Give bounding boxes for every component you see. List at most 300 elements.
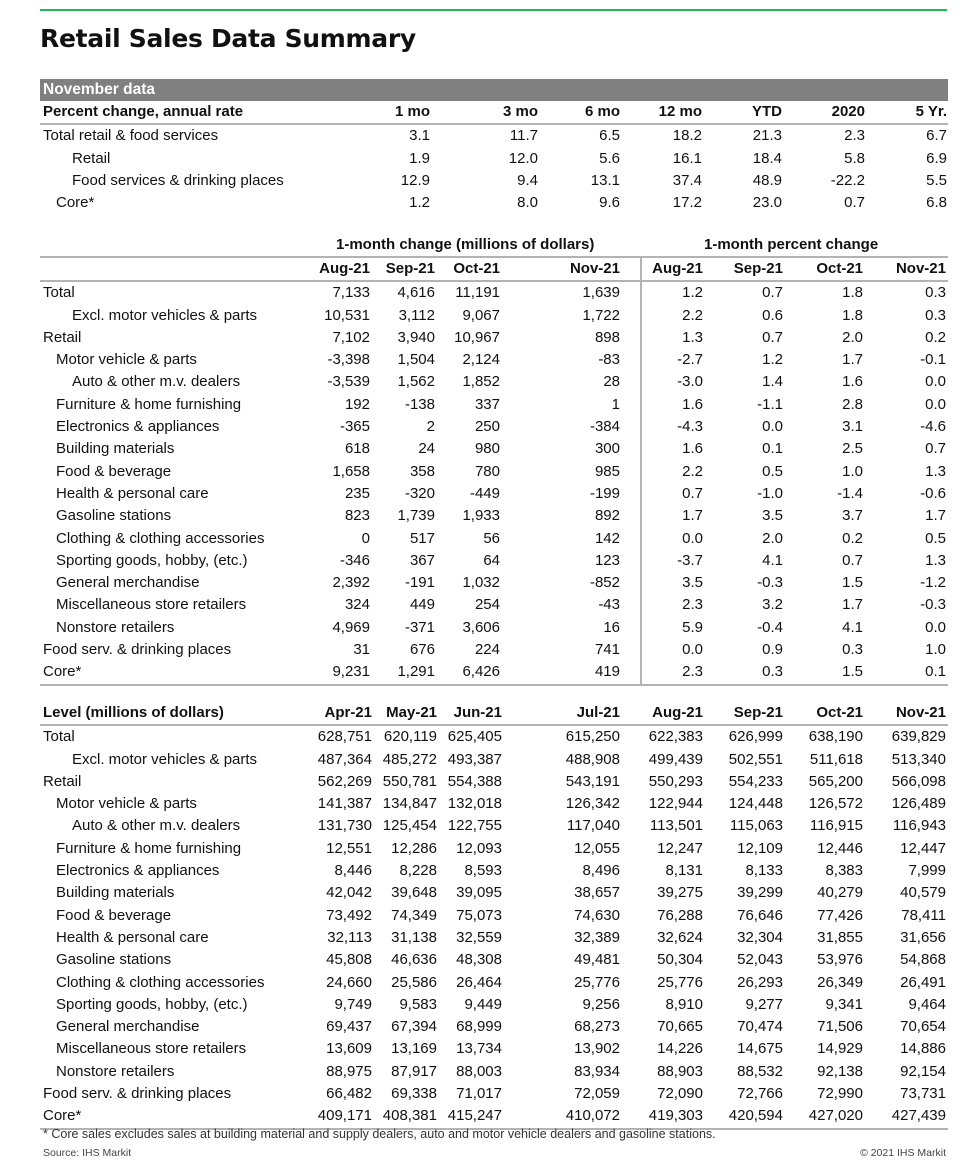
november-data-table	[40, 79, 948, 214]
cell-value: 83,934	[574, 1062, 620, 1080]
row-label: Health & personal care	[56, 928, 209, 946]
cell-value: 26,464	[456, 973, 502, 991]
cell-value: 487,364	[317, 750, 372, 768]
column-header: Apr-21	[324, 704, 372, 721]
cell-value: 550,781	[382, 772, 437, 790]
cell-value: 1,639	[582, 284, 620, 302]
cell-value: 88,975	[326, 1062, 372, 1080]
column-header: Sep-21	[385, 260, 435, 277]
cell-value: 499,439	[648, 750, 703, 768]
cell-value: 18.2	[672, 127, 702, 145]
cell-value: 4.1	[842, 618, 863, 636]
row-label: Food serv. & drinking places	[43, 641, 232, 659]
cell-value: 337	[474, 395, 500, 413]
cell-value: 565,200	[808, 772, 863, 790]
cell-value: 1.0	[842, 462, 863, 480]
table-row	[40, 882, 948, 904]
cell-value: -0.4	[757, 618, 783, 636]
cell-value: 88,003	[456, 1062, 502, 1080]
table-row	[40, 771, 948, 793]
cell-value: -3,398	[327, 351, 370, 369]
cell-value: 3.2	[762, 596, 783, 614]
row-label: Health & personal care	[56, 484, 209, 502]
cell-value: 409,171	[317, 1107, 372, 1125]
row-label: Gasoline stations	[56, 507, 172, 525]
table-row	[40, 550, 948, 572]
cell-value: 39,275	[657, 884, 703, 902]
cell-value: 1.8	[842, 284, 863, 302]
cell-value: 1.0	[925, 641, 946, 659]
cell-value: 48,308	[456, 951, 502, 969]
cell-value: 0.6	[762, 306, 783, 324]
cell-value: 1.6	[842, 373, 863, 391]
cell-value: 0.0	[925, 395, 946, 413]
cell-value: 0.3	[925, 284, 946, 302]
cell-value: 502,551	[728, 750, 783, 768]
row-label: Auto & other m.v. dealers	[72, 373, 241, 391]
table-row	[40, 282, 948, 304]
row-label: Retail	[43, 772, 82, 790]
cell-value: 6,426	[462, 663, 500, 681]
footnote: * Core sales excludes sales at building material and supply dealers, auto and motor vehicle dealers and gasoline stations.	[43, 1127, 716, 1141]
cell-value: -3,539	[327, 373, 370, 391]
table-row	[40, 793, 948, 815]
cell-value: 410,072	[565, 1107, 620, 1125]
cell-value: 39,095	[456, 884, 502, 902]
cell-value: 566,098	[891, 772, 946, 790]
cell-value: 78,411	[901, 906, 946, 924]
row-label: Building materials	[56, 884, 175, 902]
cell-value: 45,808	[326, 951, 372, 969]
cell-value: 4,616	[397, 284, 435, 302]
cell-value: 4.1	[762, 551, 783, 569]
cell-value: 1,032	[462, 574, 500, 592]
table-row	[40, 749, 948, 771]
cell-value: 2.0	[842, 328, 863, 346]
cell-value: 1.2	[409, 194, 430, 212]
cell-value: 0	[361, 529, 370, 547]
cell-value: 75,073	[456, 906, 502, 924]
cell-value: 9,583	[399, 995, 437, 1013]
column-header: Nov-21	[895, 704, 946, 721]
cell-value: 5.6	[599, 149, 620, 167]
cell-value: 420,594	[728, 1107, 783, 1125]
cell-value: 38,657	[574, 884, 620, 902]
cell-value: 1.4	[762, 373, 783, 391]
cell-value: 70,654	[900, 1018, 946, 1036]
row-label: Food services & drinking places	[72, 171, 284, 189]
cell-value: 8,133	[745, 862, 783, 880]
cell-value: 0.2	[842, 529, 863, 547]
cell-value: 116,943	[892, 817, 946, 835]
column-header: 1 mo	[394, 103, 430, 120]
table-row	[40, 394, 948, 416]
cell-value: 4,969	[332, 618, 370, 636]
cell-value: 32,304	[737, 928, 783, 946]
cell-value: 71,506	[817, 1018, 863, 1036]
cell-value: 26,349	[817, 973, 863, 991]
cell-value: 192	[344, 395, 370, 413]
row-label: Motor vehicle & parts	[56, 351, 197, 369]
cell-value: 31,855	[817, 928, 863, 946]
cell-value: 892	[594, 507, 620, 525]
cell-value: 554,233	[728, 772, 783, 790]
table-row	[40, 438, 948, 460]
table-row	[40, 860, 948, 882]
cell-value: 543,191	[565, 772, 620, 790]
cell-value: 1,291	[397, 663, 435, 681]
cell-value: 0.0	[925, 373, 946, 391]
cell-value: 676	[409, 641, 435, 659]
cell-value: 11,191	[455, 284, 500, 302]
section-band: November data	[40, 79, 948, 101]
cell-value: -346	[339, 551, 370, 569]
cell-value: 115,063	[729, 817, 783, 835]
table-row	[40, 1016, 948, 1038]
cell-value: 419	[594, 663, 620, 681]
table-row	[40, 125, 948, 147]
table-row	[40, 170, 948, 192]
cell-value: 0.7	[925, 440, 946, 458]
row-label: Miscellaneous store retailers	[56, 1040, 247, 1058]
cell-value: 9,749	[334, 995, 372, 1013]
column-header: Aug-21	[319, 260, 370, 277]
cell-value: 235	[344, 484, 370, 502]
cell-value: 14,675	[737, 1040, 783, 1058]
column-header: Sep-21	[733, 260, 783, 277]
cell-value: 8,228	[399, 862, 437, 880]
cell-value: -43	[598, 596, 620, 614]
cell-value: 72,766	[737, 1085, 783, 1103]
cell-value: 48.9	[752, 171, 782, 189]
row-label: Food & beverage	[56, 906, 172, 924]
cell-value: 3.5	[762, 507, 783, 525]
cell-value: -0.6	[920, 484, 946, 502]
cell-value: 39,648	[391, 884, 437, 902]
cell-value: 427,439	[891, 1107, 946, 1125]
row-label: Core*	[43, 1107, 82, 1125]
cell-value: 8,496	[582, 862, 620, 880]
cell-value: 9,449	[464, 995, 502, 1013]
cell-value: 2.3	[682, 663, 703, 681]
cell-value: 11.7	[509, 127, 538, 145]
cell-value: 2	[426, 418, 435, 436]
cell-value: 46,636	[391, 951, 437, 969]
table-row	[40, 483, 948, 505]
cell-value: -83	[598, 351, 620, 369]
cell-value: 0.7	[844, 194, 865, 212]
cell-value: 0.2	[925, 328, 946, 346]
cell-value: 117,040	[566, 817, 620, 835]
cell-value: 9.6	[599, 194, 620, 212]
cell-value: 0.3	[762, 663, 783, 681]
cell-value: 76,288	[657, 906, 703, 924]
cell-value: 77,426	[817, 906, 863, 924]
cell-value: 132,018	[447, 795, 502, 813]
table-row	[40, 905, 948, 927]
cell-value: 1.7	[842, 351, 863, 369]
cell-value: 1.3	[925, 462, 946, 480]
cell-value: 6.5	[599, 127, 620, 145]
cell-value: 0.3	[842, 641, 863, 659]
cell-value: 32,389	[574, 928, 620, 946]
cell-value: 224	[474, 641, 500, 659]
cell-value: 6.8	[926, 194, 947, 212]
cell-value: -0.3	[757, 574, 783, 592]
cell-value: 2.2	[682, 462, 703, 480]
cell-value: 2,392	[332, 574, 370, 592]
cell-value: 50,304	[657, 951, 703, 969]
cell-value: 449	[409, 596, 435, 614]
cell-value: 0.7	[682, 484, 703, 502]
cell-value: 126,489	[891, 795, 946, 813]
cell-value: 1.3	[682, 328, 703, 346]
cell-value: -191	[404, 574, 435, 592]
cell-value: 1,722	[582, 306, 620, 324]
cell-value: 13,734	[456, 1040, 502, 1058]
cell-value: 1.7	[842, 596, 863, 614]
cell-value: 3.1	[409, 127, 430, 145]
cell-value: 12,551	[326, 839, 372, 857]
cell-value: 88,903	[657, 1062, 703, 1080]
cell-value: 16	[603, 618, 620, 636]
cell-value: 1.2	[682, 284, 703, 302]
cell-value: 40,279	[817, 884, 863, 902]
cell-value: 511,618	[809, 750, 863, 768]
table-row	[40, 192, 948, 214]
row-label: Excl. motor vehicles & parts	[72, 750, 258, 768]
cell-value: 14,886	[900, 1040, 946, 1058]
cell-value: 254	[474, 596, 500, 614]
cell-value: 76,646	[737, 906, 783, 924]
row-label: Nonstore retailers	[56, 618, 175, 636]
cell-value: 1.6	[682, 395, 703, 413]
cell-value: 67,394	[391, 1018, 437, 1036]
cell-value: 0.7	[762, 328, 783, 346]
cell-value: 70,474	[737, 1018, 783, 1036]
cell-value: 0.1	[762, 440, 783, 458]
cell-value: 8,446	[334, 862, 372, 880]
table-header-row	[40, 101, 948, 125]
cell-value: 2.8	[842, 395, 863, 413]
table-row	[40, 927, 948, 949]
cell-value: 0.3	[925, 306, 946, 324]
cell-value: 626,999	[728, 728, 783, 746]
cell-value: 124,448	[728, 795, 783, 813]
row-label: Nonstore retailers	[56, 1062, 175, 1080]
cell-value: 12,247	[657, 839, 703, 857]
cell-value: 40,579	[900, 884, 946, 902]
column-header: Aug-21	[652, 260, 703, 277]
table-header-row	[40, 702, 948, 726]
cell-value: 88,532	[737, 1062, 783, 1080]
cell-value: 625,405	[447, 728, 502, 746]
cell-value: 26,491	[900, 973, 946, 991]
cell-value: 126,342	[565, 795, 620, 813]
row-label: Retail	[43, 328, 82, 346]
cell-value: 134,847	[382, 795, 437, 813]
cell-value: 13,902	[574, 1040, 620, 1058]
cell-value: 54,868	[900, 951, 946, 969]
cell-value: 12,093	[456, 839, 502, 857]
cell-value: 131,730	[317, 817, 372, 835]
cell-value: 32,559	[456, 928, 502, 946]
row-label: Gasoline stations	[56, 951, 172, 969]
cell-value: 28	[603, 373, 620, 391]
cell-value: 12,055	[574, 839, 620, 857]
copyright-note: © 2021 IHS Markit	[860, 1147, 946, 1159]
cell-value: 9,256	[582, 995, 620, 1013]
row-label: Total retail & food services	[43, 127, 219, 145]
cell-value: 0.0	[682, 529, 703, 547]
column-header: Oct-21	[816, 260, 863, 277]
cell-value: 16.1	[672, 149, 702, 167]
cell-value: 367	[409, 551, 435, 569]
row-label: Miscellaneous store retailers	[56, 596, 247, 614]
table-row	[40, 416, 948, 438]
cell-value: 5.9	[682, 618, 703, 636]
cell-value: 1.5	[842, 574, 863, 592]
cell-value: -3.0	[677, 373, 703, 391]
row-label: Building materials	[56, 440, 175, 458]
cell-value: 123	[594, 551, 620, 569]
column-divider	[640, 256, 642, 684]
cell-value: 488,908	[565, 750, 620, 768]
table-row	[40, 148, 948, 170]
cell-value: 9,067	[462, 306, 500, 324]
group-title-row	[40, 234, 948, 256]
table-row	[40, 726, 948, 748]
table-row	[40, 327, 948, 349]
cell-value: 12,286	[391, 839, 437, 857]
cell-value: 3.1	[842, 418, 863, 436]
cell-value: 6.9	[926, 149, 947, 167]
cell-value: 2.2	[682, 306, 703, 324]
cell-value: -1.4	[837, 484, 863, 502]
cell-value: 3.7	[842, 507, 863, 525]
cell-value: 780	[474, 462, 500, 480]
cell-value: 980	[474, 440, 500, 458]
cell-value: 56	[483, 529, 500, 547]
cell-value: 12.0	[508, 149, 538, 167]
cell-value: 25,776	[574, 973, 620, 991]
cell-value: 5.5	[926, 171, 947, 189]
cell-value: -371	[404, 618, 435, 636]
cell-value: -0.1	[920, 351, 946, 369]
cell-value: 92,154	[900, 1062, 946, 1080]
column-header: Jul-21	[576, 704, 620, 721]
cell-value: -449	[469, 484, 500, 502]
row-label: Sporting goods, hobby, (etc.)	[56, 551, 248, 569]
cell-value: -2.7	[677, 351, 703, 369]
cell-value: 64	[483, 551, 500, 569]
cell-value: 7,133	[332, 284, 370, 302]
cell-value: 73,492	[326, 906, 372, 924]
cell-value: 3,606	[462, 618, 500, 636]
cell-value: 485,272	[382, 750, 437, 768]
cell-value: 408,381	[382, 1107, 437, 1125]
cell-value: 2.0	[762, 529, 783, 547]
cell-value: 2.3	[844, 127, 865, 145]
cell-value: 13,609	[326, 1040, 372, 1058]
cell-value: 12,447	[900, 839, 946, 857]
cell-value: 142	[594, 529, 620, 547]
cell-value: 10,531	[324, 306, 370, 324]
cell-value: 0.5	[762, 462, 783, 480]
one-month-change-table	[40, 234, 948, 686]
cell-value: 87,917	[391, 1062, 437, 1080]
cell-value: 69,338	[391, 1085, 437, 1103]
cell-value: 618	[344, 440, 370, 458]
cell-value: 985	[594, 462, 620, 480]
cell-value: 141,387	[317, 795, 372, 813]
cell-value: 8,131	[665, 862, 703, 880]
row-label: Core*	[56, 194, 95, 212]
cell-value: 2.3	[682, 596, 703, 614]
cell-value: 53,976	[817, 951, 863, 969]
table-row	[40, 594, 948, 616]
cell-value: 8,383	[825, 862, 863, 880]
cell-value: 741	[594, 641, 620, 659]
row-label: Electronics & appliances	[56, 862, 220, 880]
column-header: Sep-21	[733, 704, 783, 721]
cell-value: 1,933	[462, 507, 500, 525]
cell-value: 620,119	[383, 728, 437, 746]
cell-value: 23.0	[752, 194, 782, 212]
cell-value: -852	[589, 574, 620, 592]
cell-value: 9,231	[332, 663, 370, 681]
cell-value: 898	[594, 328, 620, 346]
cell-value: 125,454	[382, 817, 437, 835]
cell-value: 358	[409, 462, 435, 480]
group-title-dollars: 1-month change (millions of dollars)	[336, 236, 595, 253]
cell-value: 0.7	[762, 284, 783, 302]
cell-value: 14,226	[657, 1040, 703, 1058]
cell-value: 1,852	[462, 373, 500, 391]
row-label: Auto & other m.v. dealers	[72, 817, 241, 835]
cell-value: -4.6	[920, 418, 946, 436]
cell-value: 10,967	[454, 328, 500, 346]
cell-value: 92,138	[817, 1062, 863, 1080]
cell-value: 0.9	[762, 641, 783, 659]
cell-value: 1	[611, 395, 620, 413]
table-header-row	[40, 256, 948, 282]
table-row	[40, 505, 948, 527]
row-label: Clothing & clothing accessories	[56, 973, 265, 991]
cell-value: 70,665	[657, 1018, 703, 1036]
cell-value: 42,042	[326, 884, 372, 902]
cell-value: 823	[344, 507, 370, 525]
cell-value: 3.5	[682, 574, 703, 592]
cell-value: -1.0	[757, 484, 783, 502]
table-row	[40, 1083, 948, 1105]
cell-value: -138	[404, 395, 435, 413]
table-row	[40, 349, 948, 371]
top-accent-line	[40, 9, 947, 11]
cell-value: 14,929	[817, 1040, 863, 1058]
row-label: Core*	[43, 663, 82, 681]
cell-value: 513,340	[891, 750, 946, 768]
row-label: Sporting goods, hobby, (etc.)	[56, 995, 248, 1013]
table-row	[40, 1038, 948, 1060]
cell-value: 25,586	[391, 973, 437, 991]
cell-value: 72,059	[574, 1085, 620, 1103]
cell-value: 9,464	[908, 995, 946, 1013]
cell-value: 72,990	[817, 1085, 863, 1103]
cell-value: 615,250	[565, 728, 620, 746]
cell-value: 74,349	[391, 906, 437, 924]
cell-value: 18.4	[752, 149, 782, 167]
